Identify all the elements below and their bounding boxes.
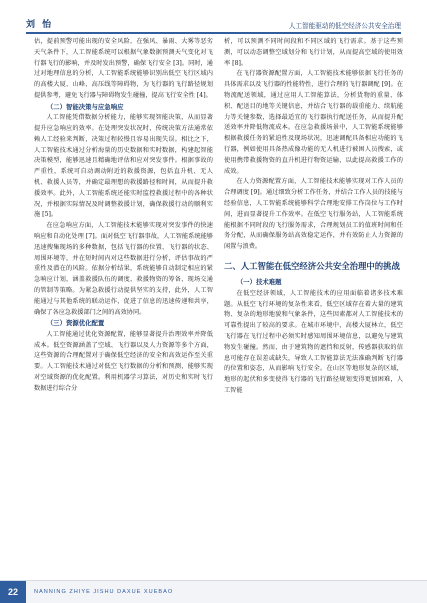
page-footer (0, 580, 427, 603)
author-name: 刘 怡 (26, 20, 54, 30)
page-header (26, 8, 401, 34)
body-paragraph: 在飞行器资源配置方面，人工智能技术能够依据飞行任务的具体需求以及飞行器的性能特性，进行合理的飞行器调配 [9]。在物流配送领域，通过应用人工智能算法，分析货物的重量、体积、配送目的地等关键信息，并结合飞行器的载重能力、续航能力等关键参数，选择最适宜的飞行器执行配送任务，从而提升配送效率并降低物流成本。在应急救援场景中，人工智能系统能够根据救援任务的紧迫性及现场状况，迅速调配具备相应功能的飞行器，例如使用具备热成像功能的无人机进行被困人员搜索，或使用携带救援物资的直升机进行物资运输，以此提高救援工作的成效。 (224, 70, 403, 175)
body-paragraph: 人工智能凭借数据分析能力，能够实现智能决策，从而显著提升应急响应的效率。在处理突发状况时，传统决策方法通常依赖人工经验来判断，决策过程较慢且容易出现失误。相比之下，人工智能技术通过分析海量的历史数据和实时数据，构建起智能决策模型，能够迅速且精确地评估和应对突发事件。根据事故的严重性，系统可自动调动附近的救援资源，包括直升机、无人机、救援人员等，并确定最理想的救援路径和时间，从而提升救援效率。此外，人工智能系统还能实时监控救援过程中的各种状况，并根据实际情况及时调整救援计划，确保救援行动的顺利实施 [5]。 (34, 114, 213, 219)
body-paragraph: 估，提前预警可能出现的安全风险，在强风、暴雨、大雾等恶劣天气条件下，人工智能系统可以根据气象数据预测天气变化对飞行器飞行的影响，并及时发出预警，确保飞行安全 [3]。同时，通过对地理信息的分析，人工智能系统能够识别出低空飞行区域内的高楼大厦、山峰、高压线等障碍物，为飞行器的飞行路径规划提供参考，避免飞行器与障碍物发生碰撞，提高飞行安全性 [4]。 (34, 38, 213, 99)
body-paragraph: 析，可以预测不同时间段和不同区域的飞行需求。基于这些预测，可以动态调整空域划分和飞行计划，从而提高空域的使用效率 [8]。 (224, 38, 403, 67)
body-paragraph: 在人力资源配置方面，人工智能技术能够实现对工作人员的合理调度 [9]。通过细致分析工作任务，并结合工作人员的技能与经验信息，人工智能系统能够科学合理地安排工作岗位与工作时间，进而显著提升工作效率。在低空飞行服务站，人工智能系统能根据不同时段的飞行服务需求，合理规划员工的值班时间和任务分配，从而确保服务站高效稳定运作，并有效防止人力资源的闲置与浪费。 (224, 178, 403, 251)
running-title: 人工智能驱动的低空经济公共安全治理 (288, 22, 401, 30)
journal-name: NANNING ZHIYE JISHU DAXUE XUEBAO (34, 589, 174, 595)
body-paragraph: 人工智能通过优化资源配置，能够显著提升治理效率并降低成本。低空资源涵盖了空域、飞行器以及人力资源等多个方面，这些资源的合理配置对于确保低空经济的安全和高效运作至关重要。人工智能技术通过对低空飞行数据的分析和预测，能够实现对空域资源的优化配置。利用机器学习算法，对历史和实时飞行数据进行综合分 (34, 330, 213, 392)
body-paragraph: 在低空经济领域，人工智能技术的应用面临着诸多技术难题。从低空飞行环境的复杂性来看，低空区域存在着大量的建筑物、复杂的地形地貌和气象条件，这些因素都对人工智能技术的可靠性提出了较高的要求。在城市环境中，高楼大厦林立，低空飞行器在飞行过程中必须实时感知周围环境信息，以避免与建筑物发生碰撞。然而，由于建筑物的遮挡和反射，传感器获取的信息可能存在误差或缺失，导致人工智能算法无法准确判断飞行器的位置和姿态，从而影响飞行安全。在山区等地形复杂的区域，地形的起伏和多变使得飞行器的飞行路径规划变得更加困难，人工智能 (224, 289, 403, 395)
subsection-heading: （二）智能决策与应急响应 (46, 102, 124, 111)
body-paragraph: 在应急响应方面，人工智能技术能够实现对突发事件的快速响应和自动化处理 [7]。面对低空飞行器事故，人工智能系统能够迅速搜集现场的多种数据，包括飞行器的位置、飞行器的状态、周围环境等，并在短时间内对这些数据进行分析，评估事故的严重性及潜在的风险。依据分析结果，系统能够自动制定相应的紧急响应计划，涵盖救援队伍的调度、救援物资的筹备、现场交通的管制等策略。为紧急救援行动提供坚实的支持，此外，人工智能通过与其他系统的联动运作，促进了信息的迅速传递和共享，确保了各应急救援部门之间的高效协同。 (34, 222, 213, 316)
page-number: 22 (0, 581, 26, 603)
right-column (224, 37, 403, 397)
left-column (34, 37, 213, 395)
section-heading: 二、人工智能在低空经济公共安全治理中的挑战 (224, 260, 400, 271)
subsection-heading: （一）技术难题 (236, 278, 282, 287)
subsection-heading: （三）资源优化配置 (46, 319, 105, 328)
